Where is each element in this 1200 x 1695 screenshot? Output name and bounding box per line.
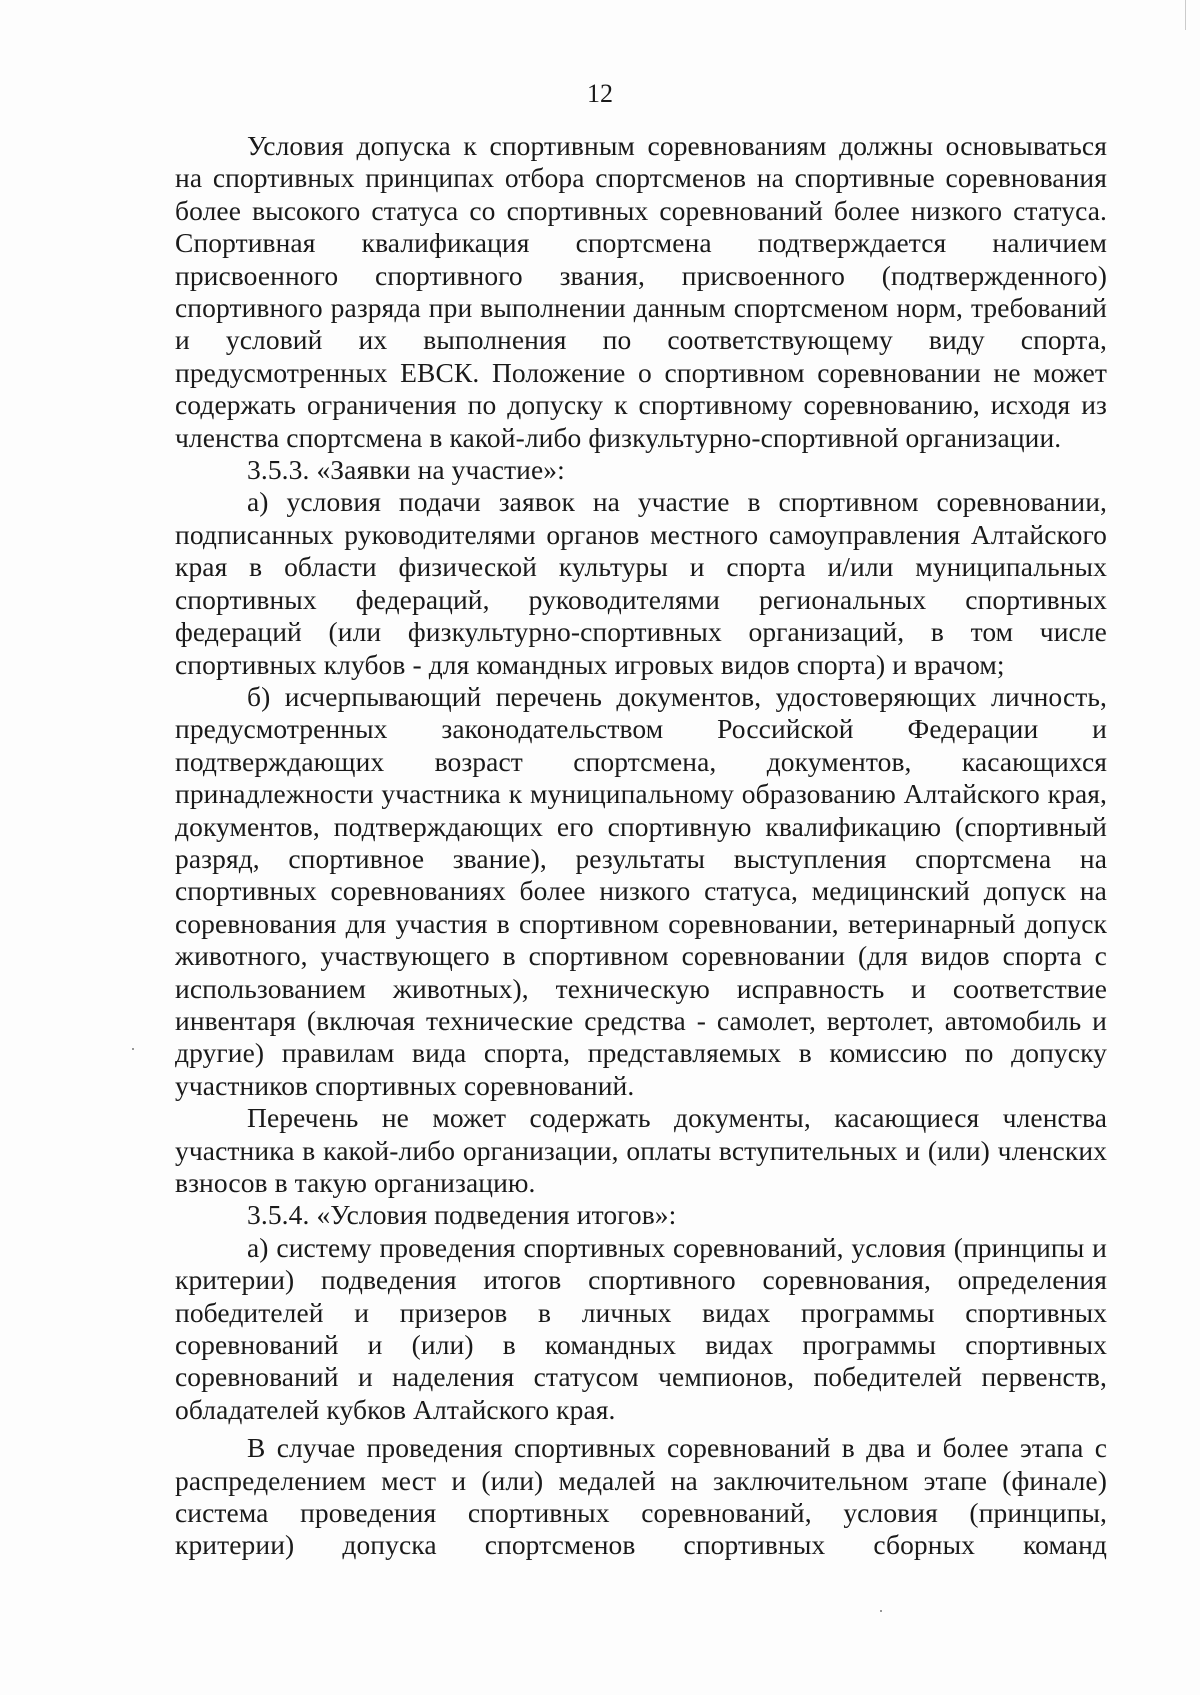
list-item-3-5-3-b: б) исчерпывающий перечень документов, удостоверяющих личность, предусмотренных законодательством Российской Федерации и подтверждающих возраст спортсмена, документов, касающихся принадлежности участника к муниципальному образованию Алтайского края, документов, подтверждающих его спортивную квалификацию (спортивный разряд, спортивное звание), результаты выступления спортсмена на спортивных соревнованиях более низкого статуса, медицинский допуск на соревнования для участия в спортивном соревновании, ветеринарный допуск животного, участвующего в спортивном соревновании (для видов спорта с использованием животных), техническую исправность и соответствие инвентаря (включая технические средства - самолет, вертолет, автомобиль и другие) правилам вида спорта, представляемых в комиссию по допуску участников спортивных соревнований. [175,680,1107,1101]
page-number: 12 [587,79,613,108]
scan-edge-mark [1185,0,1200,30]
paragraph-list-restriction: Перечень не может содержать документы, касающиеся членства участника в какой-либо организации, оплаты вступительных и (или) членских взносов в такую организацию. [175,1102,1107,1198]
scan-speck [880,1610,882,1612]
section-heading-3-5-4: 3.5.4. «Условия подведения итогов»: [247,1199,677,1231]
scan-speck [132,1048,134,1050]
list-item-3-5-4-a: а) систему проведения спортивных соревнований, условия (принципы и критерии) подведения итогов спортивного соревнования, определения победителей и призеров в личных видах программы спортивных соревнований и (или) в командных видах программы спортивных соревнований и наделения статусом чемпионов, победителей первенств, обладателей кубков Алтайского края. [175,1231,1107,1425]
paragraph-conditions-admission: Условия допуска к спортивным соревнованиям должны основываться на спортивных принципах отбора спортсменов на спортивные соревнования более высокого статуса со спортивных соревнований более низкого статуса. Спортивная квалификация спортсмена подтверждается наличием присвоенного спортивного звания, присвоенного (подтвержденного) спортивного разряда при выполнении данным спортсменом норм, требований и условий их выполнения по соответствующему виду спорта, предусмотренных ЕВСК. Положение о спортивном соревновании не может содержать ограничения по допуску к спортивному соревнованию, исходя из членства спортсмена в какой-либо физкультурно-спортивной организации. [175,130,1107,453]
section-heading-3-5-3: 3.5.3. «Заявки на участие»: [247,454,565,486]
list-item-3-5-3-a: а) условия подачи заявок на участие в спортивном соревновании, подписанных руководителями органов местного самоуправления Алтайского края в области физической культуры и спорта и/или муниципальных спортивных федераций, руководителями региональных спортивных федераций (или физкультурно-спортивных организаций, в том числе спортивных клубов - для командных игровых видов спорта) и врачом; [175,486,1107,680]
paragraph-multi-stage: В случае проведения спортивных соревнований в два и более этапа с распределением мест и (или) медалей на заключительном этапе (финале) система проведения спортивных соревнований, условия (принципы, критерии) допуска спортсменов спортивных сборных команд [175,1432,1107,1561]
document-body [175,130,1107,1562]
